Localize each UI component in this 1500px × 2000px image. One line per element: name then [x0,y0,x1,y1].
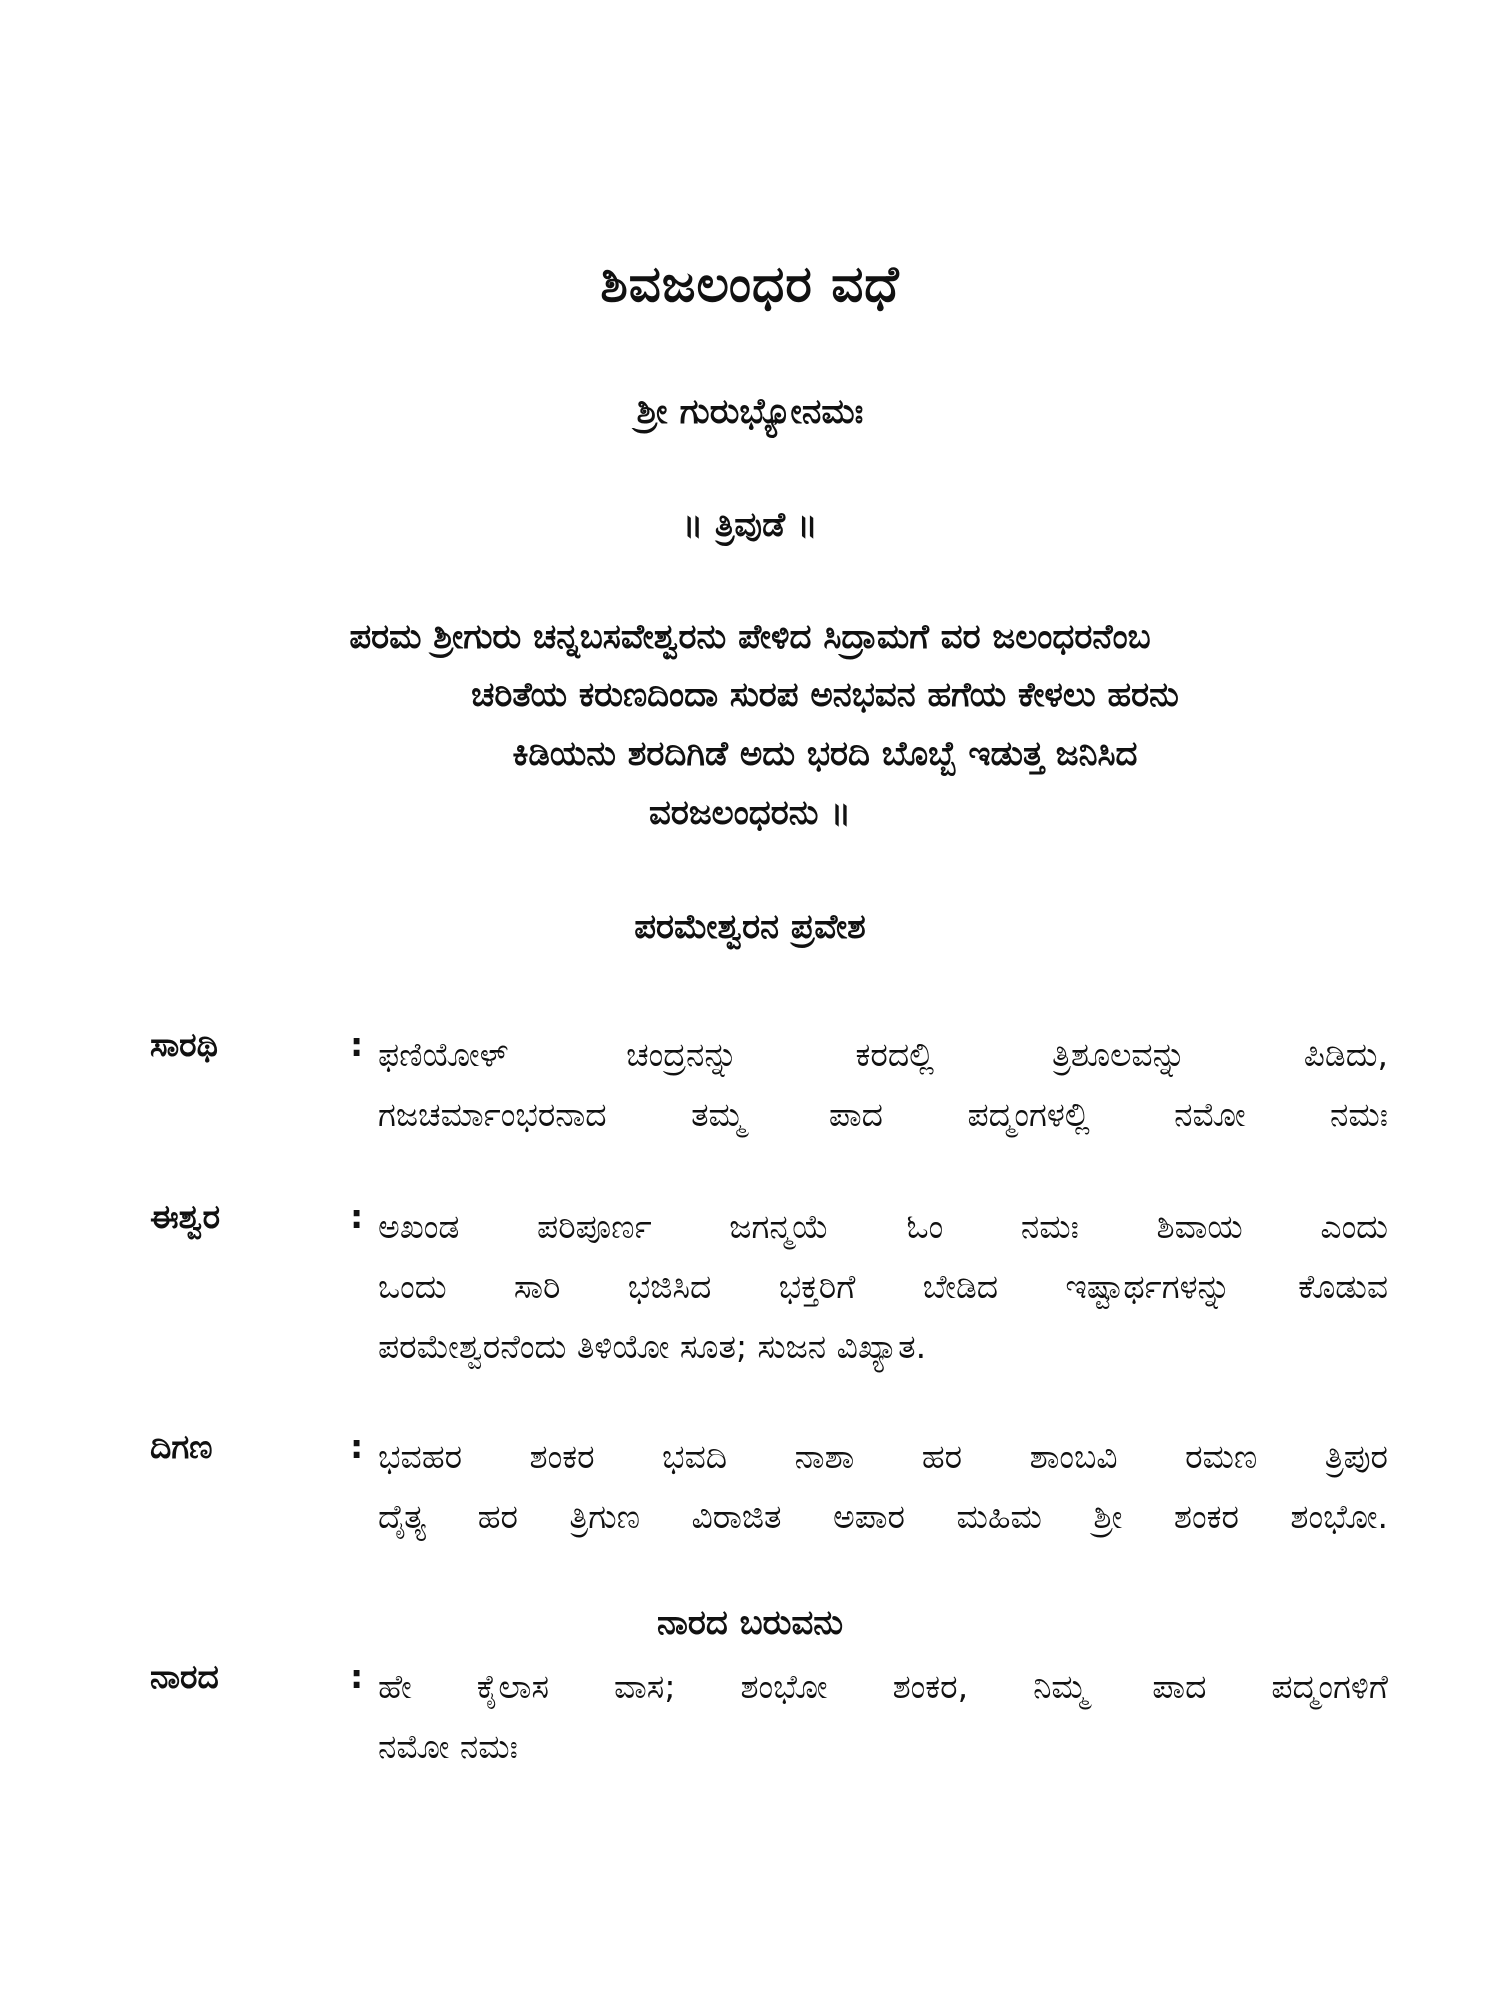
invocation-line: ಶ್ರೀ ಗುರುಭ್ಯೋನಮಃ [636,392,864,432]
speech-text [378,1197,1388,1377]
speech-line: ಫಣಿಯೋಳ್ ಚಂದ್ರನನ್ನು ಕರದಲ್ಲಿ ತ್ರಿಶೂಲವನ್ನು ಪಿಡಿದು, [378,1035,1388,1074]
verse-line-2: ಚರಿತೆಯ ಕರುಣದಿಂದಾ ಸುರಪ ಅನಭವನ ಹಗೆಯ ಕೇಳಲು ಹರನು [471,675,1179,715]
speaker-name: ದಿಗಣ [150,1427,213,1466]
page-title: ಶಿವಜಲಂಧರ ವಧೆ [600,255,900,313]
speech-line: ಗಜಚರ್ಮಾಂಭರನಾದ ತಮ್ಮ ಪಾದ ಪದ್ಮಂಗಳಲ್ಲಿ ನಮೋ ನಮಃ [378,1095,1388,1134]
speaker-name: ಈಶ್ವರ [150,1197,221,1236]
speech-line: ಪರಮೇಶ್ವರನೆಂದು ತಿಳಿಯೋ ಸೂತ; ಸುಜನ ವಿಖ್ಯಾತ. [378,1327,927,1366]
speech-text [378,1427,1388,1547]
speech-line: ದೈತ್ಯ ಹರ ತ್ರಿಗುಣ ವಿರಾಜಿತ ಅಪಾರ ಮಹಿಮ ಶ್ರೀ ಶಂಕರ ಶಂಭೋ. [378,1497,1388,1536]
speech-text [378,1025,1388,1145]
scene-heading-entry: ಪರಮೇಶ್ವರನ ಪ್ರವೇಶ [634,907,866,947]
scene-heading-narada: ನಾರದ ಬರುವನು [656,1603,844,1643]
speech-line: ಅಖಂಡ ಪರಿಪೂರ್ಣ ಜಗನ್ಮಯೆ ಓಂ ನಮಃ ಶಿವಾಯ ಎಂದು [378,1207,1388,1246]
speech-line: ಒಂದು ಸಾರಿ ಭಜಿಸಿದ ಭಕ್ತರಿಗೆ ಬೇಡಿದ ಇಷ್ಟಾರ್ಥಗಳನ್ನು ಕೊಡುವ [378,1267,1388,1306]
verse-line-4: ವರಜಲಂಧರನು ॥ [649,793,851,833]
raga-heading: ॥ ತ್ರಿವುಡೆ ॥ [682,505,818,545]
speaker-name: ಸಾರಥಿ [150,1025,218,1064]
speaker-colon: : [350,1427,364,1466]
speaker-name: ನಾರದ [150,1657,219,1696]
verse-line-3: ಕಿಡಿಯನು ಶರದಿಗಿಡೆ ಅದು ಭರದಿ ಬೊಬ್ಬೆ ಇಡುತ್ತ ಜನಿಸಿದ [512,734,1138,774]
speech-line: ಭವಹರ ಶಂಕರ ಭವದಿ ನಾಶಾ ಹರ ಶಾಂಬವಿ ರಮಣ ತ್ರಿಪುರ [378,1437,1388,1476]
speech-line: ನಮೋ ನಮಃ [378,1727,518,1766]
speaker-colon: : [350,1025,364,1064]
speaker-colon: : [350,1657,364,1696]
speech-text [378,1657,1388,1777]
speaker-colon: : [350,1197,364,1236]
verse-line-1: ಪರಮ ಶ್ರೀಗುರು ಚನ್ನಬಸವೇಶ್ವರನು ಪೇಳಿದ ಸಿದ್ರಾಮಗೆ ವರ ಜಲಂಧರನೆಂಬ [349,617,1151,657]
speech-line: ಹೇ ಕೈಲಾಸ ವಾಸ; ಶಂಭೋ ಶಂಕರ, ನಿಮ್ಮ ಪಾದ ಪದ್ಮಂಗಳಿಗೆ [378,1667,1388,1706]
